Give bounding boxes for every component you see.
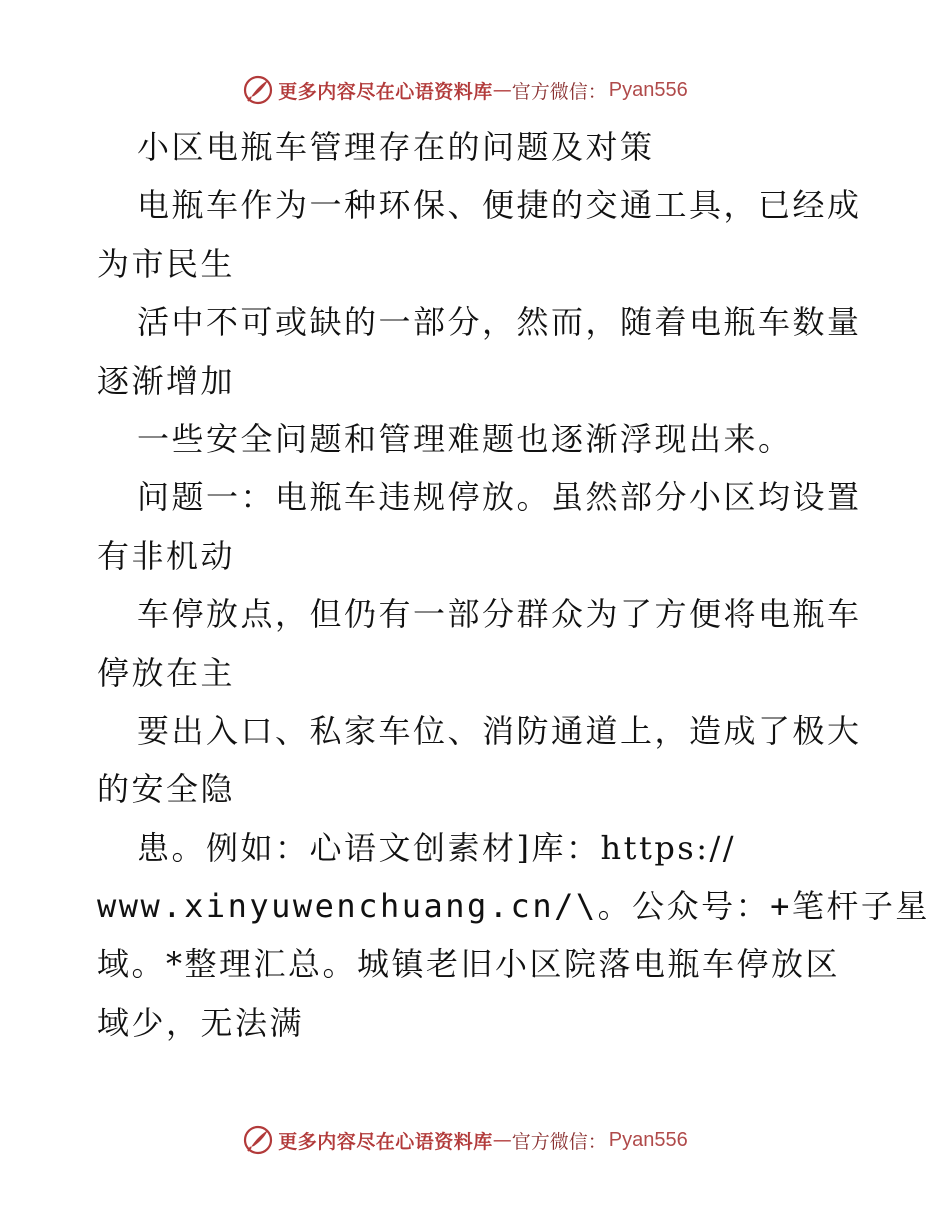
document-body <box>97 118 930 1052</box>
paragraph-line: 域。*整理汇总。城镇老旧小区院落电瓶车停放区 <box>97 945 841 984</box>
paragraph-line: 一些安全问题和管理难题也逐渐浮现出来。 <box>137 419 793 458</box>
banner-wechat-label: 官方微信： <box>511 1130 607 1153</box>
paragraph-line-url: www.xinyuwenchuang.cn/\。公众号：+笔杆子星 <box>97 887 930 926</box>
paragraph-line: 患。例如：心语文创素材]库：https:// <box>137 828 737 867</box>
paragraph-line: 的安全隐 <box>97 770 236 809</box>
paragraph-line: 电瓶车作为一种环保、便捷的交通工具，已经成 <box>137 186 862 225</box>
header-banner <box>0 70 950 110</box>
paragraph-line: 域少，无法满 <box>97 1003 305 1042</box>
banner-title: 更多内容尽在心语资料库 <box>278 1130 493 1153</box>
quill-pen-logo-icon <box>242 1124 274 1156</box>
banner-wechat-label: 官方微信： <box>511 80 607 103</box>
banner-wechat-id: Pyan556 <box>608 1128 688 1151</box>
footer-banner <box>0 1120 950 1160</box>
banner-wechat-id: Pyan556 <box>608 78 688 101</box>
paragraph-line: 活中不可或缺的一部分，然而，随着电瓶车数量 <box>137 303 862 342</box>
paragraph-line: 有非机动 <box>97 536 236 575</box>
paragraph-line: 逐渐增加 <box>97 361 236 400</box>
quill-pen-logo-icon <box>242 74 274 106</box>
paragraph-line: 车停放点，但仍有一部分群众为了方便将电瓶车 <box>137 595 862 634</box>
paragraph-line: 要出入口、私家车位、消防通道上，造成了极大 <box>137 711 862 750</box>
banner-dash: — <box>492 1129 512 1151</box>
banner-title: 更多内容尽在心语资料库 <box>278 80 493 103</box>
paragraph-line: 为市民生 <box>97 244 236 283</box>
banner-dash: — <box>492 79 512 101</box>
paragraph-line: 问题一：电瓶车违规停放。虽然部分小区均设置 <box>137 478 862 517</box>
document-title: 小区电瓶车管理存在的问题及对策 <box>137 128 655 166</box>
paragraph-line: 停放在主 <box>97 653 236 692</box>
